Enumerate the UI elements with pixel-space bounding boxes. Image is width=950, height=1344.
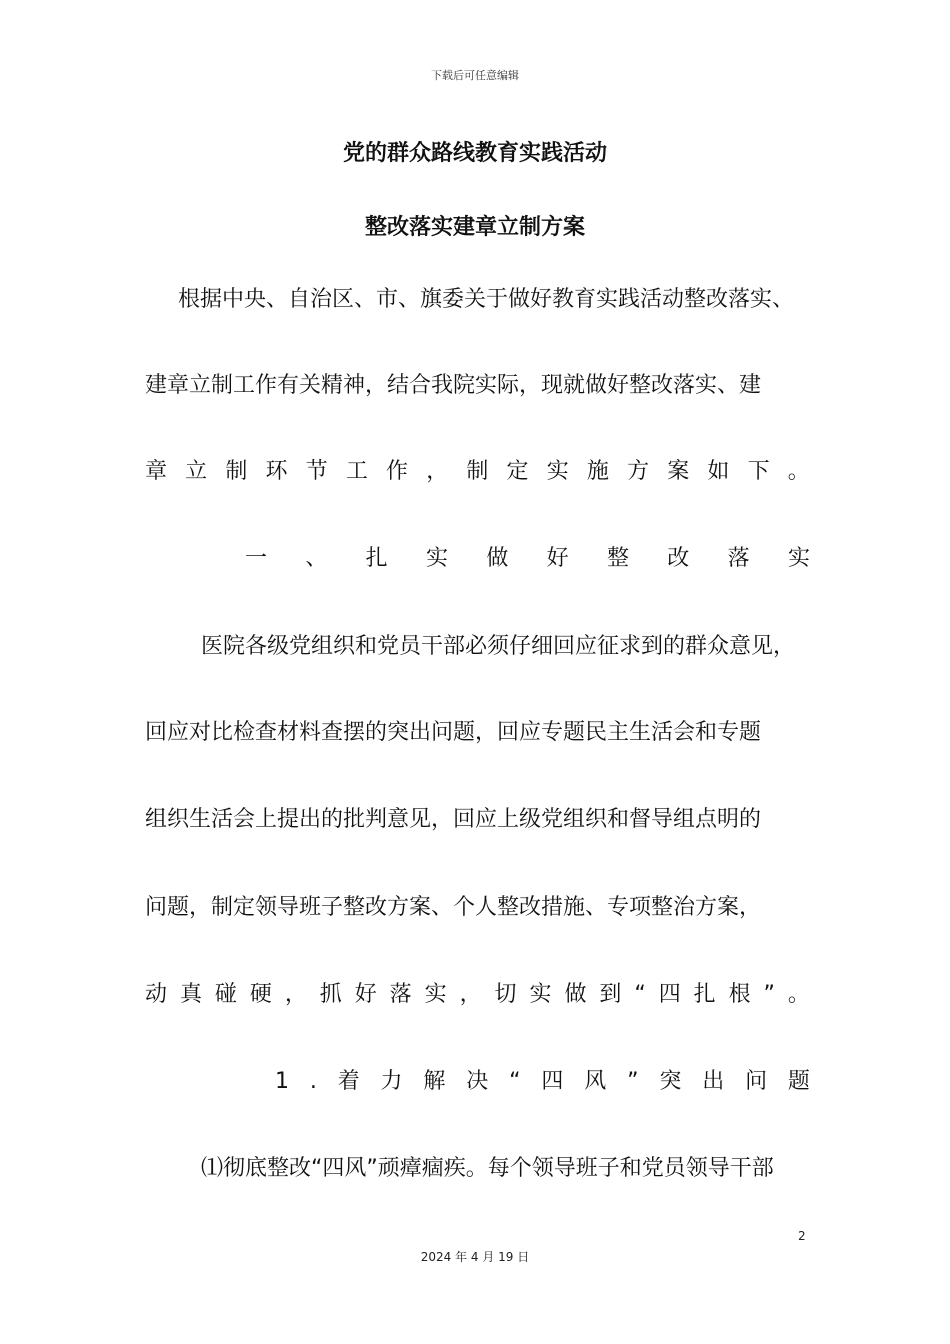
paragraph-2-line-5-char: 到 [599, 982, 622, 1007]
document-title-line-2: 整改落实建章立制方案 [364, 215, 585, 240]
paragraph-1-line-3-char: 。 [787, 459, 810, 484]
paragraph-2-line-5-char: 切 [494, 982, 517, 1007]
page-number: 2 [798, 1229, 806, 1243]
paragraph-1-line-3-char: 下 [747, 459, 770, 484]
subheading-1-char: 问 [745, 1069, 768, 1094]
paragraph-1-line-3-char: 制 [466, 459, 489, 484]
paragraph-2-line-4: 问题，制定领导班子整改方案、个人整改措施、专项整治方案， [145, 895, 762, 920]
paragraph-2-line-5-char: 落 [389, 982, 412, 1007]
paragraph-1-line-3-char: ， [426, 459, 449, 484]
paragraph-1-line-3 [145, 457, 810, 487]
paragraph-1-line-3-char: 节 [305, 459, 328, 484]
paragraph-2-line-5-char: 动 [145, 982, 168, 1007]
subheading-1-char: 1 [275, 1069, 289, 1094]
subheading-1-char: 出 [702, 1069, 725, 1094]
subheading-1-char: 突 [659, 1069, 682, 1094]
subheading-1 [275, 1067, 810, 1097]
paragraph-2-line-5-char: 碰 [214, 982, 237, 1007]
paragraph-2-line-5-char: 硬 [249, 982, 272, 1007]
subheading-1-char: . [309, 1069, 317, 1094]
subheading-1-char: 力 [380, 1069, 403, 1094]
paragraph-2-line-5-char: 。 [787, 982, 810, 1007]
subheading-1-char: 风 [584, 1069, 607, 1094]
subheading-1-char: 题 [787, 1069, 810, 1094]
paragraph-1-line-3-char: 定 [506, 459, 529, 484]
subheading-1-char: 决 [466, 1069, 489, 1094]
subheading-1-char: 解 [423, 1069, 446, 1094]
paragraph-1-line-3-char: 制 [225, 459, 248, 484]
paragraph-1-line-3-char: 章 [145, 459, 168, 484]
section-1-heading-char: 实 [787, 546, 810, 571]
paragraph-2-line-5-char: 四 [658, 982, 681, 1007]
paragraph-1-line-3-char: 环 [265, 459, 288, 484]
paragraph-1-line-3-char: 如 [707, 459, 730, 484]
paragraph-2-line-3: 组织生活会上提出的批判意见，回应上级党组织和督导组点明的 [145, 807, 762, 832]
paragraph-3-line-1: ⑴彻底整改“四风”顽瘴痼疾。每个领导班子和党员领导干部 [201, 1156, 774, 1181]
header-note: 下载后可任意编辑 [431, 69, 519, 82]
paragraph-1-line-3-char: 方 [627, 459, 650, 484]
paragraph-1-line-3-char: 施 [586, 459, 609, 484]
paragraph-2-line-5-char: 扎 [693, 982, 716, 1007]
section-1-heading-char: 扎 [365, 546, 388, 571]
section-1-heading-char: 一 [245, 546, 268, 571]
section-1-heading-char: 、 [305, 546, 328, 571]
paragraph-2-line-1: 医院各级党组织和党员干部必须仔细回应征求到的群众意见， [201, 634, 796, 659]
paragraph-2-line-5-char: ” [763, 982, 775, 1007]
section-1-heading [245, 544, 810, 574]
paragraph-2-line-5-char: 抓 [319, 982, 342, 1007]
paragraph-2-line-5-char: “ [634, 982, 646, 1007]
document-title-line-1: 党的群众路线教育实践活动 [342, 141, 607, 166]
paragraph-2-line-5-char: 根 [728, 982, 751, 1007]
paragraph-2-line-5-char: 好 [354, 982, 377, 1007]
paragraph-2-line-2: 回应对比检查材料查摆的突出问题，回应专题民主生活会和专题 [145, 720, 762, 745]
paragraph-2-line-5 [145, 980, 810, 1010]
paragraph-2-line-5-char: 实 [529, 982, 552, 1007]
paragraph-2-line-5-char: 做 [564, 982, 587, 1007]
paragraph-2-line-5-char: ， [459, 982, 482, 1007]
section-1-heading-char: 做 [486, 546, 509, 571]
paragraph-1-line-3-char: 立 [185, 459, 208, 484]
section-1-heading-char: 改 [667, 546, 690, 571]
paragraph-1-line-3-char: 作 [386, 459, 409, 484]
paragraph-1-line-3-char: 实 [546, 459, 569, 484]
paragraph-1-line-1: 根据中央、自治区、市、旗委关于做好教育实践活动整改落实、 [178, 287, 795, 312]
paragraph-2-line-5-char: ， [284, 982, 307, 1007]
subheading-1-char: ” [627, 1069, 639, 1094]
footer-date: 2024 年 4 月 19 日 [420, 1250, 530, 1264]
subheading-1-char: “ [509, 1069, 521, 1094]
section-1-heading-char: 好 [546, 546, 569, 571]
section-1-heading-char: 实 [425, 546, 448, 571]
section-1-heading-char: 落 [727, 546, 750, 571]
subheading-1-char: 着 [337, 1069, 360, 1094]
paragraph-2-line-5-char: 真 [179, 982, 202, 1007]
paragraph-2-line-5-char: 实 [424, 982, 447, 1007]
paragraph-1-line-3-char: 工 [345, 459, 368, 484]
paragraph-1-line-3-char: 案 [667, 459, 690, 484]
paragraph-1-line-2: 建章立制工作有关精神，结合我院实际，现就做好整改落实、建 [145, 373, 762, 398]
subheading-1-char: 四 [541, 1069, 564, 1094]
section-1-heading-char: 整 [606, 546, 629, 571]
